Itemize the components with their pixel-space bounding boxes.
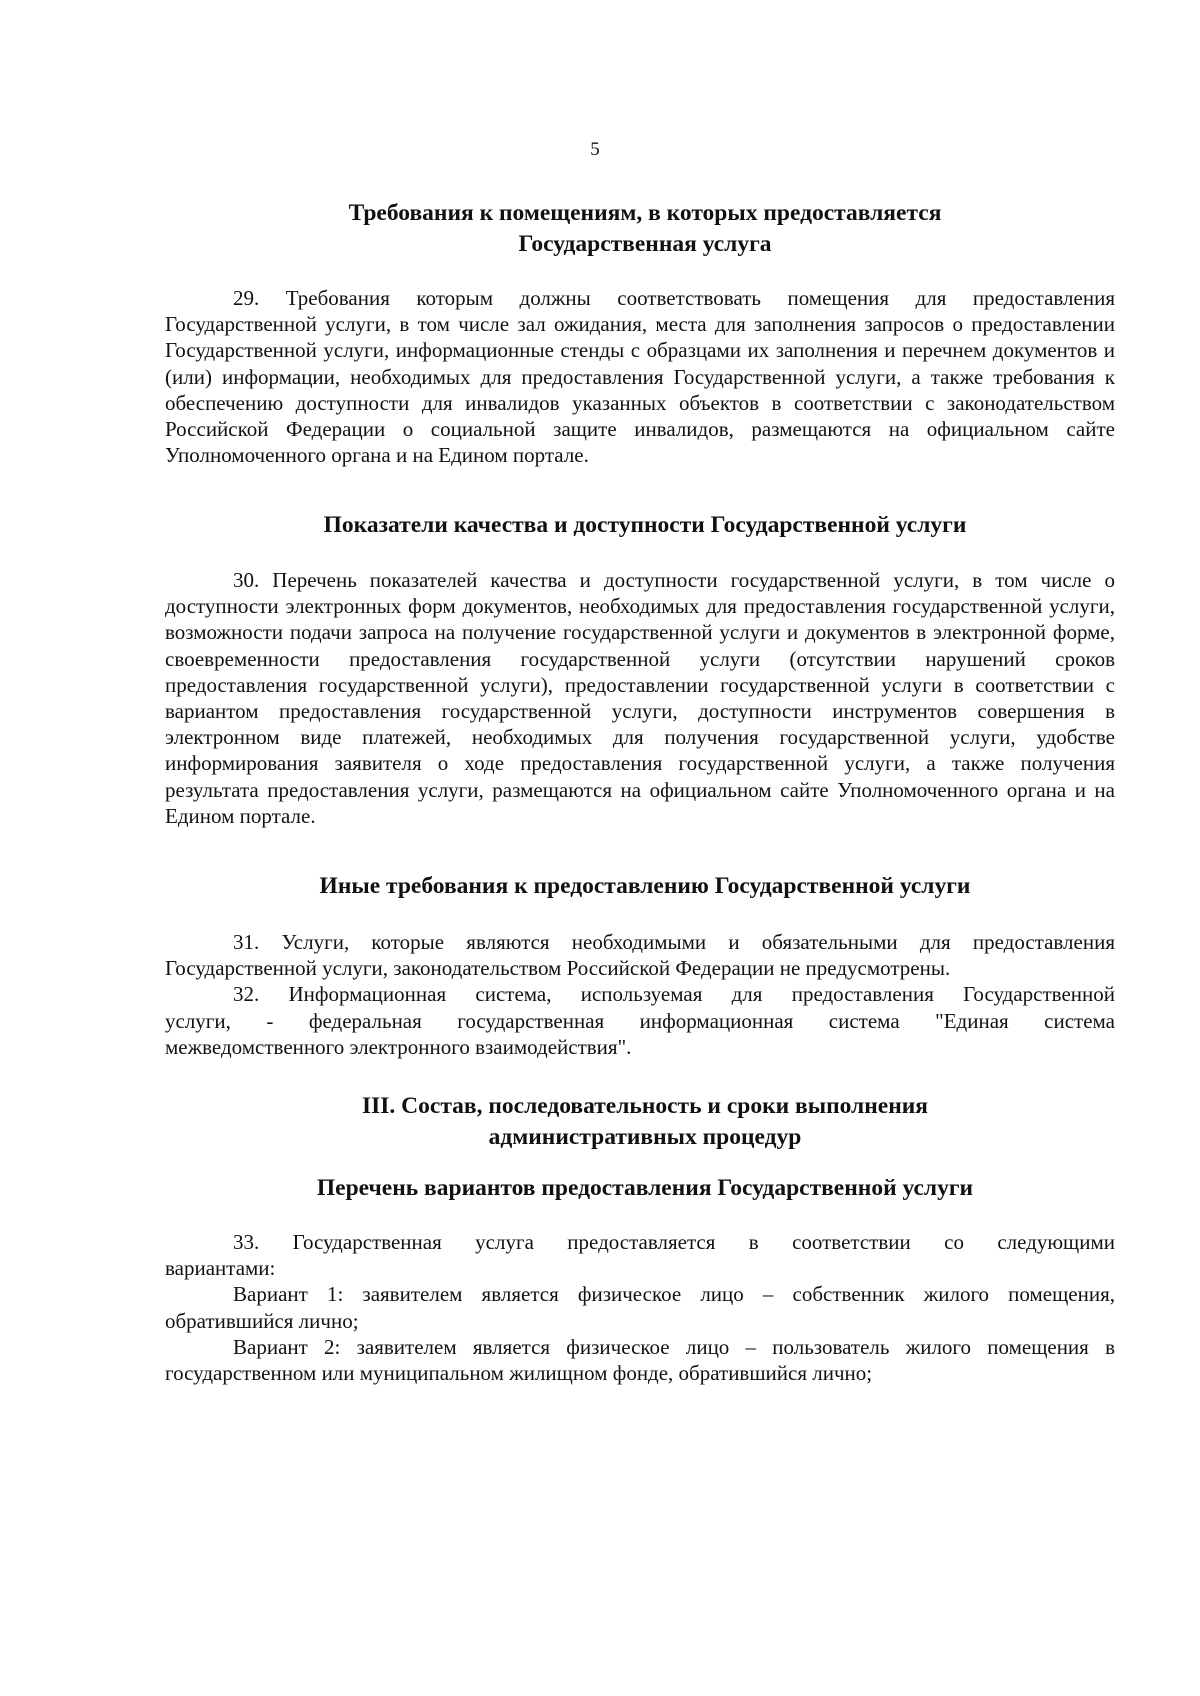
page-number: 5 xyxy=(590,139,600,160)
section-heading-quality: Показатели качества и доступности Государственной услуги xyxy=(323,512,967,538)
heading-line: Требования к помещениям, в которых предоставляется xyxy=(348,200,942,226)
paragraphs-31-32 xyxy=(165,929,1115,1060)
paragraph-29: 29. Требования которым должны соответствовать помещения для предоставления Государственной услуги, в том числе зал ожидания, места для заполнения запросов о предоставлении Государственной услуги, информационные стенды с образцами их заполнения и перечнем документов и (или) информации, необходимых для предоставления Государственной услуги, а также требования к обеспечению доступности для инвалидов указанных объектов в соответствии с законодательством Российской Федерации о социальной защите инвалидов, размещаются на официальном сайте Уполномоченного органа и на Едином портале. xyxy=(165,286,1115,468)
paragraph-32-line: услуги, - федеральная государственная информационная система "Единая система xyxy=(165,1008,1115,1033)
paragraph-33-line: вариантами: xyxy=(165,1256,276,1281)
paragraph-33 xyxy=(165,1229,1115,1386)
heading-line: административных процедур xyxy=(488,1124,802,1150)
paragraph-31-line: 31. Услуги, которые являются необходимыми и обязательными для предоставления xyxy=(233,930,1115,954)
heading-line: Государственная услуга xyxy=(518,231,772,257)
paragraph-30: 30. Перечень показателей качества и доступности государственной услуги, в том числе о доступности электронных форм документов, необходимых для предоставления государственной услуги, возможности подачи запроса на получение государственной услуги и документов в электронной форме, своевременности предоставления государственной услуги (отсутствии нарушений сроков предоставления государственной услуги), предоставлении государственной услуги в соответствии с вариантом предоставления государственной услуги, доступности инструментов совершения в электронном виде платежей, необходимых для получения государственной услуги, удобстве информирования заявителя о ходе предоставления государственной услуги, а также получения результата предоставления услуги, размещаются на официальном сайте Уполномоченного органа и на Едином портале. xyxy=(165,568,1115,828)
paragraph-31-line: Государственной услуги, законодательством Российской Федерации не предусмотрены. xyxy=(165,956,951,981)
variant-1-line: обратившийся лично; xyxy=(165,1308,359,1333)
paragraph-32-line: межведомственного электронного взаимодействия". xyxy=(165,1034,632,1059)
chapter-heading-iii xyxy=(160,1091,1130,1153)
variant-2-line: государственном или муниципальном жилищном фонде, обратившийся лично; xyxy=(165,1360,873,1385)
variant-1-line: Вариант 1: заявителем является физическое лицо – собственник жилого помещения, xyxy=(233,1282,1115,1307)
paragraph-32-line: 32. Информационная система, используемая для предоставления Государственной xyxy=(233,982,1115,1007)
section-heading-other-requirements: Иные требования к предоставлению Государственной услуги xyxy=(319,873,971,899)
section-heading-variants: Перечень вариантов предоставления Государственной услуги xyxy=(316,1175,974,1201)
section-heading-premises xyxy=(160,198,1130,260)
variant-2-line: Вариант 2: заявителем является физическое лицо – пользователь жилого помещения в xyxy=(233,1334,1115,1359)
heading-line: III. Состав, последовательность и сроки выполнения xyxy=(361,1093,928,1119)
paragraph-33-line: 33. Государственная услуга предоставляется в соответствии со следующими xyxy=(233,1230,1115,1254)
